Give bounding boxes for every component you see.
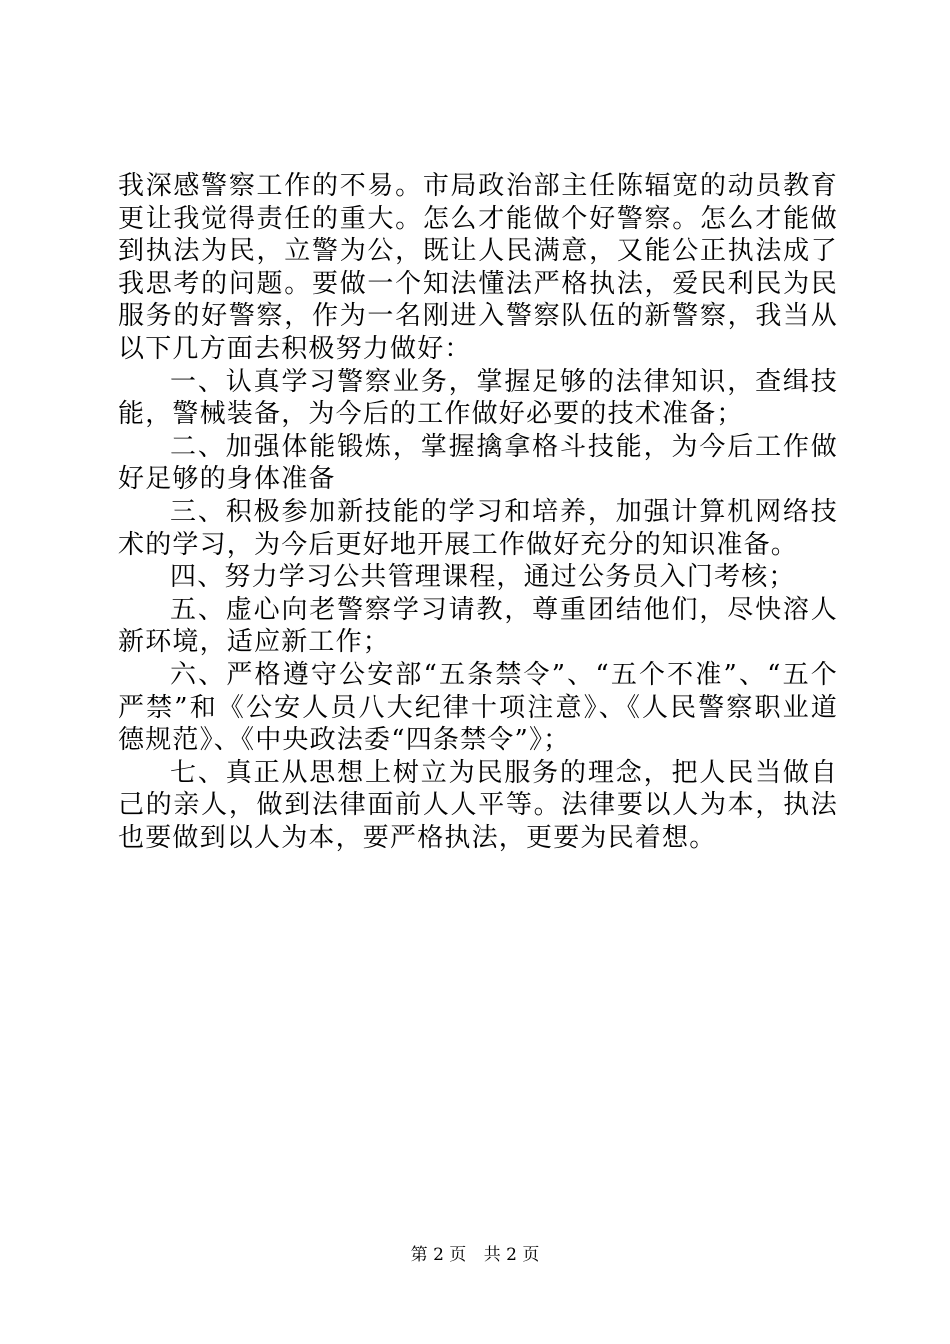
page-total: 共 2 页 (483, 1245, 540, 1265)
page-footer (0, 1244, 950, 1266)
paragraph-item-5: 五、虚心向老警察学习请教，尊重团结他们，尽快溶人新环境，适应新工作； (118, 594, 838, 658)
page-number: 第 2 页 (410, 1245, 467, 1265)
paragraph-item-3: 三、积极参加新技能的学习和培养，加强计算机网络技术的学习，为今后更好地开展工作做好充分的知识准备。 (118, 496, 838, 560)
paragraph-intro: 我深感警察工作的不易。市局政治部主任陈辐宽的动员教育更让我觉得责任的重大。怎么才能做个好警察。怎么才能做到执法为民，立警为公，既让人民满意，又能公正执法成了我思考的问题。要做一个知法懂法严格执法，爱民利民为民服务的好警察，作为一名刚进入警察队伍的新警察，我当从以下几方面去积极努力做好： (118, 171, 838, 364)
paragraph-item-4: 四、努力学习公共管理课程，通过公务员入门考核； (170, 562, 796, 593)
paragraph-item-2: 二、加强体能锻炼，掌握擒拿格斗技能，为今后工作做好足够的身体准备 (118, 431, 838, 495)
paragraph-item-6: 六、严格遵守公安部“五条禁令”、“五个不准”、“五个严禁”和《公安人员八大纪律十项注意》、《人民警察职业道德规范》、《中央政法委“四条禁令”》； (118, 659, 838, 756)
paragraph-item-7: 七、真正从思想上树立为民服务的理念，把人民当做自己的亲人，做到法律面前人人平等。法律要以人为本，执法也要做到以人为本，要严格执法，更要为民着想。 (118, 757, 838, 853)
paragraph-item-1: 一、认真学习警察业务，掌握足够的法律知识，查缉技能，警械装备，为今后的工作做好必要的技术准备； (118, 366, 838, 430)
document-body (118, 170, 838, 854)
